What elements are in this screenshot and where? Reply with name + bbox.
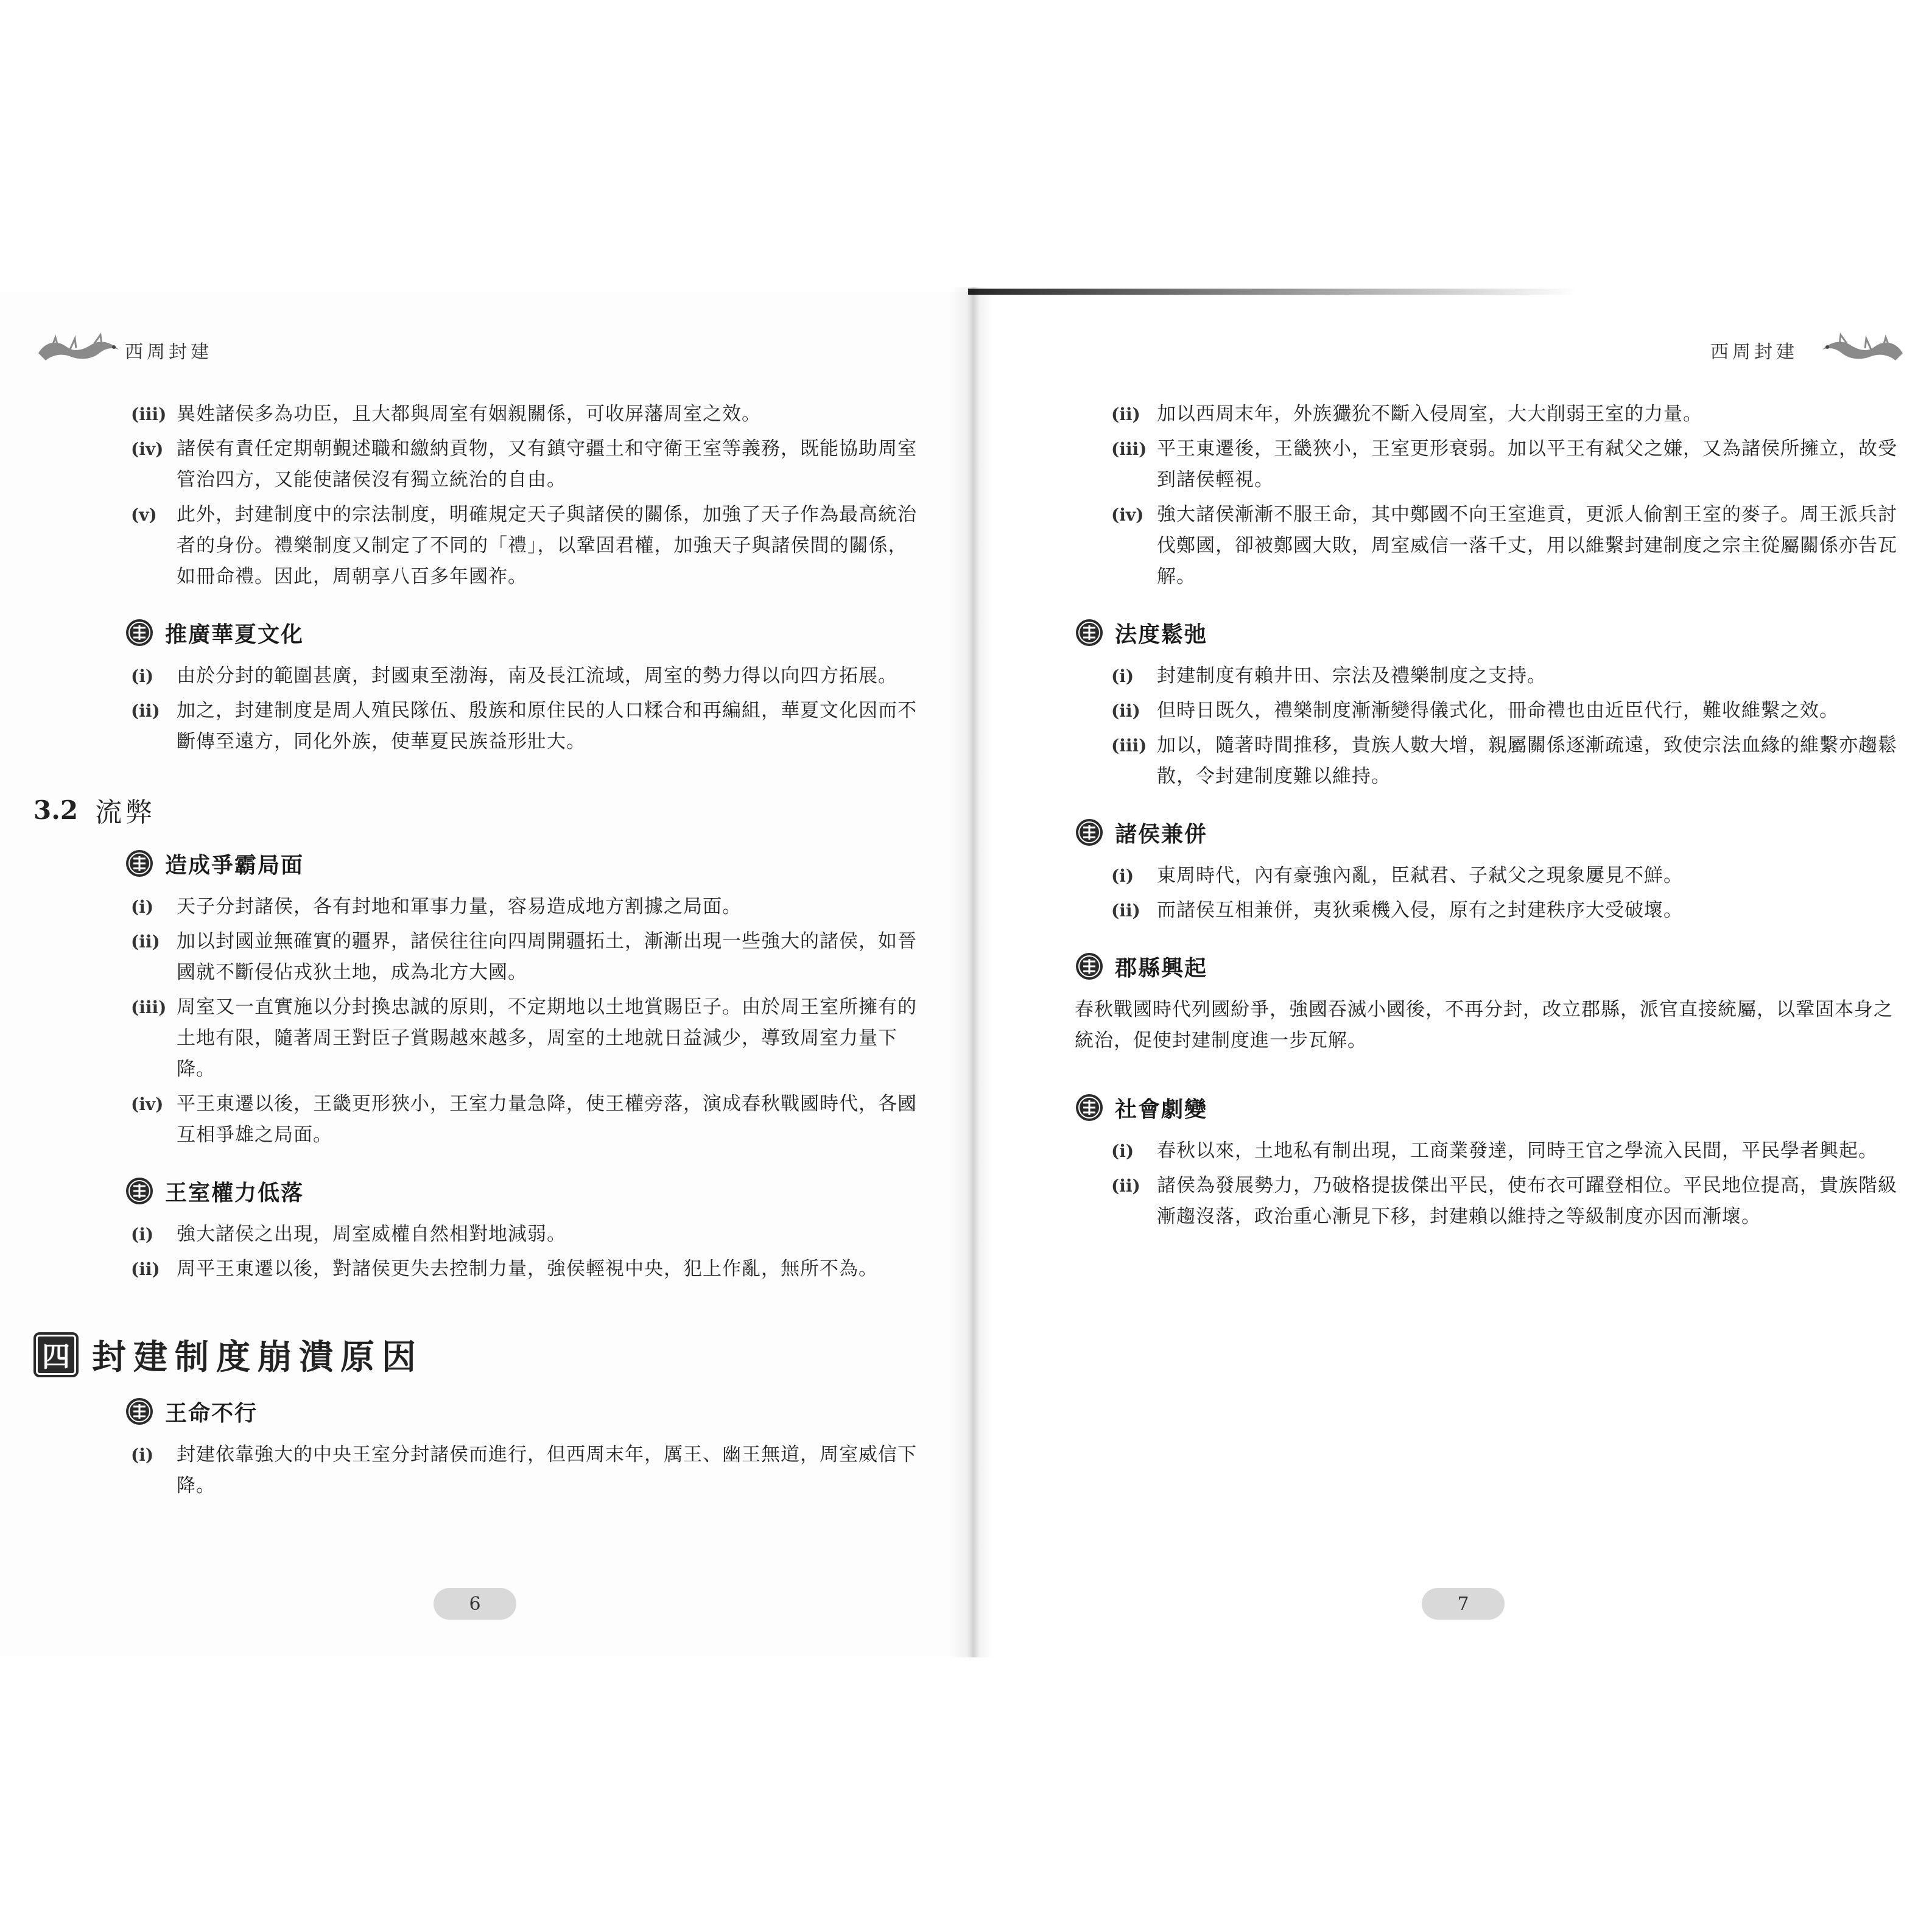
shou-emblem-icon <box>1075 1093 1104 1122</box>
promote-list <box>131 661 922 757</box>
subheading-title: 郡縣興起 <box>1115 955 1208 981</box>
list-marker: (ii) <box>131 701 160 721</box>
page-number-left: 6 <box>434 1588 516 1620</box>
list-item-text: 加之，封建制度是周人殖民隊伍、殷族和原住民的人口糅合和再編組，華夏文化因而不斷傳至遠方，同化外族，使華夏民族益形壯大。 <box>177 700 917 753</box>
section-heading-3-2 <box>33 785 922 834</box>
shou-emblem-icon <box>1075 818 1104 847</box>
book-spine <box>950 287 992 1657</box>
list-item-text: 周室又一直實施以分封換忠誠的原則，不定期地以土地賞賜臣子。由於周王室所擁有的土地有限，隨著周王對臣子賞賜越來越多，周室的土地就日益減少，導致周室力量下降。 <box>177 996 917 1080</box>
shou-emblem-icon <box>1075 952 1104 981</box>
chapter-title: 封建制度崩潰原因 <box>92 1337 423 1377</box>
shou-emblem-icon <box>125 1176 154 1206</box>
annex-list <box>1111 860 1909 926</box>
list-item <box>131 499 922 592</box>
subheading-promote-culture <box>125 616 922 650</box>
list-marker: (iii) <box>1111 736 1147 756</box>
list-item <box>131 1254 922 1285</box>
commandery-paragraph: 春秋戰國時代列國紛爭，強國吞滅小國後，不再分封，改立郡縣，派官直接統屬，以鞏固本身之統治，促使封建制度進一步瓦解。 <box>1075 999 1893 1052</box>
law-list <box>1111 661 1909 792</box>
subheading-commandery-rise <box>1075 949 1909 983</box>
list-item <box>131 661 922 692</box>
list-item <box>1111 695 1909 726</box>
list-marker: (ii) <box>131 932 160 952</box>
page-number-right: 7 <box>1422 1588 1505 1620</box>
list-marker: (i) <box>131 666 154 686</box>
shou-emblem-icon <box>125 618 154 647</box>
list-item-text: 加以封國並無確實的疆界，諸侯往往向四周開疆拓土，漸漸出現一些強大的諸侯，如晉國就不斷侵佔戎狄土地，成為北方大國。 <box>177 930 917 983</box>
list-item-text: 由於分封的範圍甚廣，封國東至渤海，南及長江流域，周室的勢力得以向四方拓展。 <box>177 665 898 687</box>
list-item <box>1111 895 1909 926</box>
list-marker: (v) <box>131 505 157 525</box>
list-item-text: 但時日既久，禮樂制度漸漸變得儀式化，冊命禮也由近臣代行，難收維繫之效。 <box>1157 700 1839 722</box>
running-header-title: 西周封建 <box>125 342 213 363</box>
list-marker: (i) <box>1111 1141 1134 1161</box>
right-page-content <box>1075 399 1909 1236</box>
subheading-social-change <box>1075 1091 1909 1125</box>
list-marker: (i) <box>131 1224 154 1245</box>
list-marker: (iii) <box>1111 439 1147 459</box>
list-item-text: 天子分封諸侯，各有封地和軍事力量，容易造成地方割據之局面。 <box>177 896 742 918</box>
list-item <box>1111 1136 1909 1167</box>
section-title: 流弊 <box>95 797 156 828</box>
list-marker: (iv) <box>131 439 164 459</box>
right-running-header <box>1710 329 1908 371</box>
list-marker: (ii) <box>1111 701 1140 721</box>
continued-list <box>131 399 922 592</box>
list-marker: (i) <box>1111 866 1134 886</box>
subheading-title: 諸侯兼併 <box>1115 821 1208 847</box>
dragon-icon <box>33 329 125 371</box>
list-item <box>131 1089 922 1151</box>
list-item-text: 平王東遷以後，王畿更形狹小，王室力量急降，使王權旁落，演成春秋戰國時代，各國互相爭雄之局面。 <box>177 1093 917 1146</box>
list-item-text: 封建依靠強大的中央王室分封諸侯而進行，但西周末年，厲王、幽王無道，周室威信下降。 <box>177 1444 917 1497</box>
list-item <box>1111 730 1909 792</box>
list-marker: (i) <box>131 1445 154 1465</box>
list-item-text: 封建制度有賴井田、宗法及禮樂制度之支持。 <box>1157 665 1547 687</box>
list-item-text: 東周時代，內有豪強內亂，臣弒君、子弒父之現象屢見不鮮。 <box>1157 865 1683 887</box>
subheading-title: 推廣華夏文化 <box>165 622 304 647</box>
shou-emblem-icon <box>125 849 154 878</box>
dragon-icon <box>1816 329 1908 371</box>
subheading-hegemony <box>125 846 922 880</box>
command-list <box>131 1439 922 1502</box>
list-item-text: 加以西周末年，外族玁狁不斷入侵周室，大大削弱王室的力量。 <box>1157 403 1702 425</box>
list-item-text: 諸侯有責任定期朝覲述職和繳納貢物，又有鎮守疆土和守衛王室等義務，既能協助周室管治四方，又能使諸侯沒有獨立統治的自由。 <box>177 438 917 491</box>
list-item-text: 平王東遷後，王畿狹小，王室更形衰弱。加以平王有弒父之嫌，又為諸侯所擁立，故受到諸侯輕視。 <box>1157 438 1897 491</box>
list-item <box>131 891 922 922</box>
list-item <box>1111 1170 1909 1232</box>
list-marker: (i) <box>131 897 154 917</box>
society-list <box>1111 1136 1909 1232</box>
list-item <box>131 1219 922 1250</box>
shou-emblem-icon <box>125 1397 154 1426</box>
list-marker: (ii) <box>1111 404 1140 424</box>
hegemony-list <box>131 891 922 1151</box>
list-marker: (iv) <box>131 1094 164 1114</box>
list-marker: (ii) <box>1111 901 1140 921</box>
running-header-title: 西周封建 <box>1710 342 1798 363</box>
continued-list <box>1111 399 1909 592</box>
list-item <box>131 434 922 496</box>
list-item-text: 春秋以來，土地私有制出現，工商業發達，同時王官之學流入民間，平民學者興起。 <box>1157 1140 1878 1162</box>
left-running-header <box>33 329 213 371</box>
list-item <box>131 992 922 1085</box>
decline-list <box>131 1219 922 1285</box>
chapter-number-badge: 四 <box>33 1332 79 1377</box>
list-marker: (ii) <box>1111 1176 1140 1196</box>
list-item <box>1111 434 1909 496</box>
list-item <box>1111 399 1909 430</box>
list-marker: (ii) <box>131 1259 160 1279</box>
list-item <box>1111 661 1909 692</box>
chapter-heading <box>33 1327 922 1382</box>
subheading-royal-command <box>125 1394 922 1428</box>
list-item <box>1111 499 1909 592</box>
list-marker: (iii) <box>131 404 167 424</box>
subheading-annexation <box>1075 815 1909 849</box>
list-item-text: 加以，隨著時間推移，貴族人數大增，親屬關係逐漸疏遠，致使宗法血緣的維繫亦趨鬆散，令封建制度難以維持。 <box>1157 734 1897 787</box>
list-item-text: 周平王東遷以後，對諸侯更失去控制力量，強侯輕視中央，犯上作亂，無所不為。 <box>177 1258 878 1280</box>
subheading-title: 王室權力低落 <box>165 1180 304 1206</box>
list-item-text: 諸侯為發展勢力，乃破格提拔傑出平民，使布衣可躍登相位。平民地位提高，貴族階級漸趨沒落，政治重心漸見下移，封建賴以維持之等級制度亦因而漸壞。 <box>1157 1175 1897 1228</box>
page-edge-shadow <box>968 289 1577 295</box>
list-marker: (iv) <box>1111 505 1144 525</box>
shou-emblem-icon <box>1075 618 1104 647</box>
list-item-text: 而諸侯互相兼併，夷狄乘機入侵，原有之封建秩序大受破壞。 <box>1157 899 1683 921</box>
subheading-title: 法度鬆弛 <box>1115 622 1208 647</box>
subheading-royal-decline <box>125 1174 922 1208</box>
list-item <box>1111 860 1909 891</box>
list-item <box>131 1439 922 1502</box>
list-marker: (iii) <box>131 997 167 1017</box>
list-item <box>131 926 922 988</box>
list-item-text: 強大諸侯之出現，周室威權自然相對地減弱。 <box>177 1223 566 1245</box>
list-item-text: 強大諸侯漸漸不服王命，其中鄭國不向王室進貢，更派人偷割王室的麥子。周王派兵討伐鄭國，卻被鄭國大敗，周室威信一落千丈，用以維繫封建制度之宗主從屬關係亦告瓦解。 <box>1157 504 1897 588</box>
list-marker: (i) <box>1111 666 1134 686</box>
subheading-title: 王命不行 <box>165 1400 258 1426</box>
list-item <box>131 399 922 430</box>
list-item-text: 此外，封建制度中的宗法制度，明確規定天子與諸侯的關係，加強了天子作為最高統治者的身份。禮樂制度又制定了不同的「禮」，以鞏固君權，加強天子與諸侯間的關係，如冊命禮。因此，周朝享八百多年國祚。 <box>177 504 917 588</box>
subheading-law-laxity <box>1075 616 1909 650</box>
section-number: 3.2 <box>33 795 79 825</box>
list-item <box>131 695 922 757</box>
subheading-title: 造成爭霸局面 <box>165 852 304 878</box>
subheading-title: 社會劇變 <box>1115 1097 1208 1122</box>
left-page-content <box>33 399 922 1505</box>
list-item-text: 異姓諸侯多為功臣，且大都與周室有姻親關係，可收屏藩周室之效。 <box>177 403 761 425</box>
